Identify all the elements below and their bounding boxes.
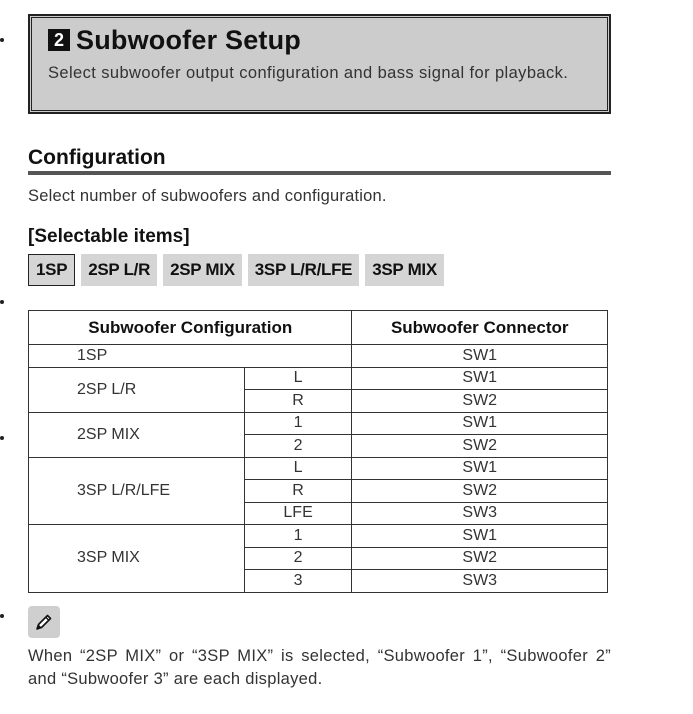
selectable-items-list: [28, 254, 444, 286]
step-number-badge: 2: [48, 29, 70, 51]
connector-cell: SW3: [352, 570, 608, 593]
config-cell: 2SP MIX: [29, 412, 245, 457]
section-title: Configuration: [28, 146, 166, 169]
channel-cell: 1: [244, 412, 352, 435]
channel-cell: L: [244, 367, 352, 390]
channel-cell: R: [244, 480, 352, 503]
subwoofer-config-table: [28, 310, 608, 593]
option-2sp-lr[interactable]: 2SP L/R: [81, 254, 157, 286]
section-description: Select number of subwoofers and configuration.: [28, 187, 387, 205]
option-3sp-mix[interactable]: 3SP MIX: [365, 254, 444, 286]
connector-cell: SW1: [352, 345, 608, 368]
header-box: [28, 14, 611, 114]
connector-cell: SW2: [352, 480, 608, 503]
header-description: Select subwoofer output configuration and bass signal for playback.: [48, 64, 569, 82]
margin-dot: [0, 300, 4, 304]
table-row: [29, 412, 608, 435]
selectable-items-title: [Selectable items]: [28, 226, 190, 247]
table-row: [29, 525, 608, 548]
config-cell: 1SP: [29, 345, 352, 368]
connector-cell: SW2: [352, 390, 608, 413]
section-divider: [28, 171, 611, 175]
config-cell: 3SP MIX: [29, 525, 245, 593]
connector-cell: SW2: [352, 435, 608, 458]
table-row: [29, 345, 608, 368]
option-1sp[interactable]: 1SP: [28, 254, 75, 286]
column-header-configuration: Subwoofer Configuration: [29, 311, 352, 345]
table-row: [29, 367, 608, 390]
option-2sp-mix[interactable]: 2SP MIX: [163, 254, 242, 286]
margin-dot: [0, 436, 4, 440]
margin-dot: [0, 38, 4, 42]
channel-cell: 2: [244, 435, 352, 458]
connector-cell: SW2: [352, 547, 608, 570]
note-text: When “2SP MIX” or “3SP MIX” is selected, “Subwoofer 1”, “Subwoofer 2” and “Subwoofer 3” are each displayed.: [28, 647, 611, 688]
connector-cell: SW3: [352, 502, 608, 525]
connector-cell: SW1: [352, 367, 608, 390]
channel-cell: 2: [244, 547, 352, 570]
channel-cell: L: [244, 457, 352, 480]
pencil-icon: [28, 606, 60, 638]
channel-cell: 3: [244, 570, 352, 593]
column-header-connector: Subwoofer Connector: [352, 311, 608, 345]
option-3sp-lr-lfe[interactable]: 3SP L/R/LFE: [248, 254, 359, 286]
header-title: [48, 22, 593, 58]
config-cell: 3SP L/R/LFE: [29, 457, 245, 525]
margin-dot: [0, 614, 4, 618]
table-row: [29, 457, 608, 480]
connector-cell: SW1: [352, 412, 608, 435]
connector-cell: SW1: [352, 457, 608, 480]
channel-cell: R: [244, 390, 352, 413]
connector-cell: SW1: [352, 525, 608, 548]
channel-cell: LFE: [244, 502, 352, 525]
config-cell: 2SP L/R: [29, 367, 245, 412]
channel-cell: 1: [244, 525, 352, 548]
page-title: Subwoofer Setup: [76, 24, 301, 55]
table-header-row: [29, 311, 608, 345]
